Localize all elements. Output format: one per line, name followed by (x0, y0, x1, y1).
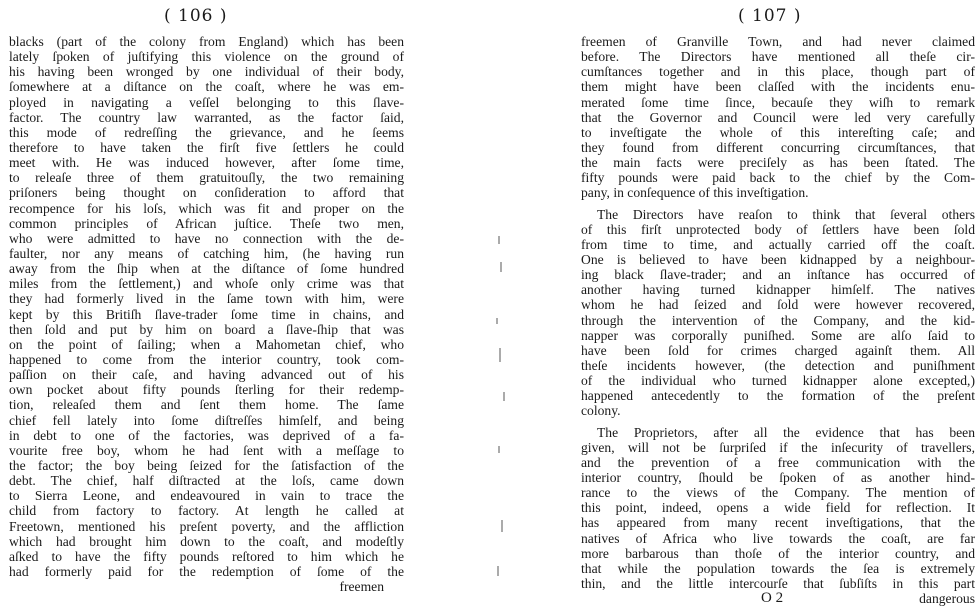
page-number-right: ( 107 ) (738, 6, 802, 26)
text-line: more barbarous than thoſe of the interior country, and (581, 545, 975, 561)
text-line: pany, in conſequence of this inveſtigation. (581, 185, 809, 201)
text-line: The Directors have reaſon to think that ſeveral others (597, 206, 975, 222)
text-line: chief fell lately into ſome diſtreſſes himſelf, and being (9, 412, 404, 428)
text-line: away from the ſhip when at the diſtance of ſome hundred (9, 261, 404, 277)
text-line: that the Governor and Council were led very carefully (581, 109, 975, 125)
text-line: freemen of Granville Town, and had never claimed (581, 34, 975, 49)
text-line: fifty pounds were paid back to the chief by the Com- (581, 170, 975, 186)
text-line: of this firſt unprotected body of ſettlers have been ſold (581, 221, 975, 237)
text-line: ſomewhere at a diſtance on the coaſt, where he was em- (9, 79, 404, 95)
text-line: to Sierra Leone, and endeavoured in vain to trace the (9, 488, 404, 504)
text-line: the main facts were preciſely as has been ſtated. The (581, 155, 975, 171)
text-line: The Proprietors, after all the evidence that has been (597, 424, 975, 440)
text-line: lately ſpoken of juſtifying this violence on the ground of (9, 49, 404, 65)
text-line: whom he had ſeized and ſold were however recovered, (581, 297, 975, 313)
text-line: paſſion on their caſe, and having advanced out of his (9, 367, 404, 383)
text-line: who were admitted to have no connection with the de- (9, 230, 404, 246)
text-line: common principles of African juſtice. Theſe two men, (9, 215, 404, 231)
catchword-line (9, 579, 404, 594)
text-line: blacks (part of the colony from England) which has been (9, 34, 404, 49)
text-line: aſked to have the fifty pounds reſtored to him which he (9, 548, 404, 564)
text-line: interior country, ſhould be ſpoken of as another hind- (581, 469, 975, 485)
text-line: on the point of ſailing; when a Mahometan chief, who (9, 336, 404, 352)
text-line: meet with. He was induced however, after ſome time, (9, 155, 404, 171)
text-line: which had brought him down to the coaſt, and modeſtly (9, 533, 404, 549)
text-line: and the prevention of a free communication with the (581, 454, 975, 470)
text-line: they found from different concurring circumſtances, that (581, 139, 975, 155)
text-line: recompence for his loſs, which was fit and proper on the (9, 200, 404, 216)
text-line: thin, and the little intercourſe that ſubſiſts in this part (581, 575, 975, 591)
catchword: dangerous (919, 591, 975, 606)
text-line: debt. The chief, half diſtracted at the loſs, came down (9, 473, 404, 489)
signature-mark: O 2 (761, 590, 784, 606)
text-line: child from factory to factory. At length he called at (9, 503, 404, 519)
text-line: tion, releaſed them and ſent them home. The ſame (9, 397, 404, 413)
text-line: this point, indeed, opens a wide field for reflection. It (581, 500, 975, 516)
right-page (568, 0, 980, 606)
text-line: then ſold and put by him on board a ſlave-ſhip that was (9, 321, 404, 337)
text-line: this mode of redreſſing the grievance, and he ſeems (9, 124, 404, 140)
text-line: theſe incidents however, (the detection and puniſhment (581, 357, 975, 373)
text-line: therefore to have taken the firſt five ſettlers he could (9, 139, 404, 155)
text-line: happened antecedently to the formation of the preſent (581, 388, 975, 404)
text-line: from time to time, and actually carried off the coaſt. (581, 236, 975, 252)
text-line: One is believed to have been kidnapped by a neighbour- (581, 251, 975, 267)
text-line: miles from the ſettlement,) and whoſe only crime was that (9, 276, 404, 292)
text-line: factor. The country law warranted, as the factor ſaid, (9, 109, 404, 125)
page-number-left: ( 106 ) (164, 6, 228, 26)
text-line: through the intervention of the Company, and the kid- (581, 312, 975, 328)
text-line: they had formerly lived in the ſame town with him, were (9, 291, 404, 307)
text-line: priſoners being thought on conſideration to afford that (9, 185, 404, 201)
text-line: own pocket about fifty pounds ſterling for their redemp- (9, 382, 404, 398)
text-line: faulter, nor any means of catching him, (he having run (9, 245, 404, 261)
text-line: colony. (581, 403, 621, 419)
left-page (0, 0, 448, 595)
text-line: in debt to one of the factories, was deprived of a fa- (9, 427, 404, 443)
text-line: kept by this Britiſh ſlave-trader ſome time in chains, and (9, 306, 404, 322)
text-line: ing black ſlave-trader; and an inſtance has occurred of (581, 267, 975, 283)
text-line: his having been wronged by one individual of their body, (9, 64, 404, 80)
text-line: merated ſome time ſince, becauſe they wiſh to remark (581, 94, 975, 110)
text-line: natives of Africa who live towards the coaſt, are far (581, 530, 975, 546)
text-line: before. The Directors have mentioned all theſe cir- (581, 49, 975, 65)
right-page-text (581, 34, 975, 606)
text-line: has appeared from many recent inveſtigations, that the (581, 515, 975, 531)
text-line: rance to the views of the Company. The mention of (581, 485, 975, 501)
text-line: of the individual who turned kidnapper alone excepted,) (581, 373, 975, 389)
catchword: freemen (339, 579, 384, 595)
text-line: vourite free boy, whom he had ſent with a meſſage to (9, 442, 404, 458)
text-line: another having turned kidnapper himſelf. The natives (581, 282, 975, 298)
left-page-text (9, 34, 404, 594)
text-line: given, will not be ſurpriſed if the inſecurity of travellers, (581, 439, 975, 455)
text-line: to inveſtigate the whole of this intereſting caſe; and (581, 124, 975, 140)
text-line: happened to come from the interior country, took com- (9, 351, 404, 367)
text-line: them might have been claſſed with the incidents enu- (581, 79, 975, 95)
text-line: to releaſe three of them gratuitouſly, the two remaining (9, 170, 404, 186)
text-line: cumſtances together and in this place, though part of (581, 64, 975, 80)
text-line: napper was corporally puniſhed. Some are alſo ſaid to (581, 327, 975, 343)
text-line: the factor; the boy being ſeized for the ſatisfaction of the (9, 457, 404, 473)
book-gutter (470, 0, 540, 581)
signature-line (581, 591, 975, 606)
text-line: have been ſold for crimes charged againſt them. All (581, 342, 975, 358)
text-line: Freetown, mentioned his preſent poverty, and the affliction (9, 518, 404, 534)
text-line: that while the population towards the ſea is extremely (581, 560, 975, 576)
text-line: had formerly paid for the redemption of ſome of the (9, 563, 404, 579)
text-line: ployed in navigating a veſſel belonging to this ſlave- (9, 94, 404, 110)
